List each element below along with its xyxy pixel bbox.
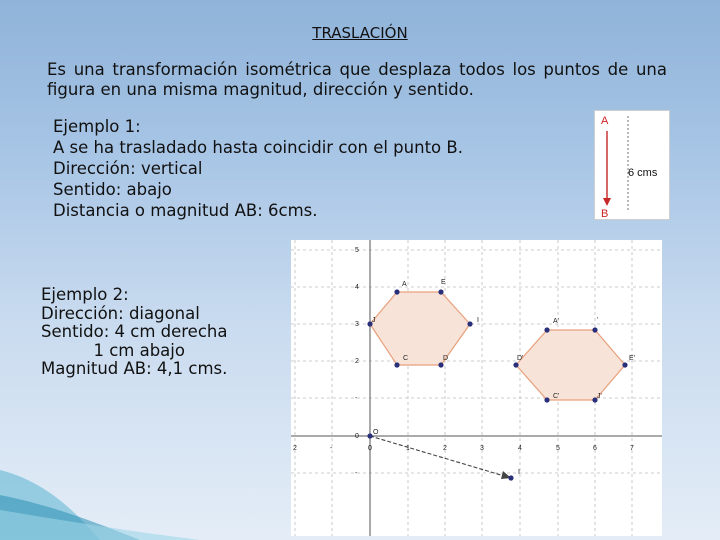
label-a: A <box>601 115 609 127</box>
example-1-line: Ejemplo 1: <box>53 117 141 136</box>
ab-arrow-diagram <box>595 111 669 219</box>
y-tick-label: 4 <box>355 284 359 291</box>
x-tick-label: 2 <box>293 445 297 452</box>
vertex-label: J <box>372 317 376 324</box>
ab-diagram <box>594 110 670 220</box>
example-2-line: Magnitud AB: 4,1 cms. <box>41 359 228 378</box>
definition-text: Es una transformación isométrica que desplaza todos los puntos de una figura en una misma magnitud, dirección y sentido. <box>47 60 667 99</box>
vertex-label-translated: D' <box>517 355 524 362</box>
vertex-label-translated: A' <box>553 318 560 325</box>
y-tick-label: 3 <box>355 321 359 328</box>
translation-graph <box>291 240 662 536</box>
example-2-line: Ejemplo 2: <box>41 285 129 304</box>
x-tick-label: 0 <box>368 445 372 452</box>
example-2-line: 1 cm abajo <box>41 340 185 360</box>
x-tick-label: 3 <box>480 445 484 452</box>
example-2-line: Dirección: diagonal <box>41 303 200 323</box>
y-tick-label: 2 <box>355 358 359 365</box>
hexagon-original <box>370 292 470 365</box>
arrow-head-icon <box>603 198 611 206</box>
example-2-line: Sentido: 4 cm derecha <box>41 322 228 341</box>
label-b: B <box>601 208 609 219</box>
vertex-label: I <box>477 317 479 324</box>
hexagon-translated <box>516 330 625 400</box>
x-tick-label: 7 <box>630 445 634 452</box>
x-tick-label: 2 <box>443 445 447 452</box>
decorative-wave <box>0 450 200 540</box>
x-tick-label: 4 <box>518 445 522 452</box>
x-tick-label: - <box>330 445 333 452</box>
grid <box>291 240 662 536</box>
vertex-label: C <box>403 355 409 362</box>
vertex-label-translated: C' <box>553 393 560 400</box>
y-tick-label: 0 <box>355 433 359 440</box>
slide-title: TRASLACIÓN <box>312 24 408 42</box>
example-1-line: Sentido: abajo <box>53 180 172 199</box>
vector-end-label: I <box>518 469 520 476</box>
translation-vector <box>370 436 511 478</box>
origin-label: O <box>373 429 379 436</box>
y-tick-label: - <box>355 470 358 477</box>
example-1-line: Dirección: vertical <box>53 159 203 178</box>
example-2-text <box>41 286 227 379</box>
vertex-label-translated: J' <box>597 393 602 400</box>
example-1-text <box>53 116 463 221</box>
distance-label: 6 cms <box>628 167 658 179</box>
vertex-label-translated: ' <box>597 317 599 324</box>
x-tick-label: 1 <box>406 445 410 452</box>
x-tick-label: 5 <box>556 445 560 452</box>
vertex-label: D <box>443 355 449 362</box>
x-tick-label: 6 <box>593 445 597 452</box>
y-tick-label: 5 <box>355 247 359 254</box>
example-1-line: A se ha trasladado hasta coincidir con el punto B. <box>53 138 463 157</box>
vertex-label: A <box>402 281 407 288</box>
y-tick-label: - <box>355 395 358 402</box>
graph-canvas <box>291 240 662 536</box>
example-1-line: Distancia o magnitud AB: 6cms. <box>53 201 318 220</box>
vertex-label: E <box>441 279 446 286</box>
vertex-label-translated: E' <box>629 355 636 362</box>
